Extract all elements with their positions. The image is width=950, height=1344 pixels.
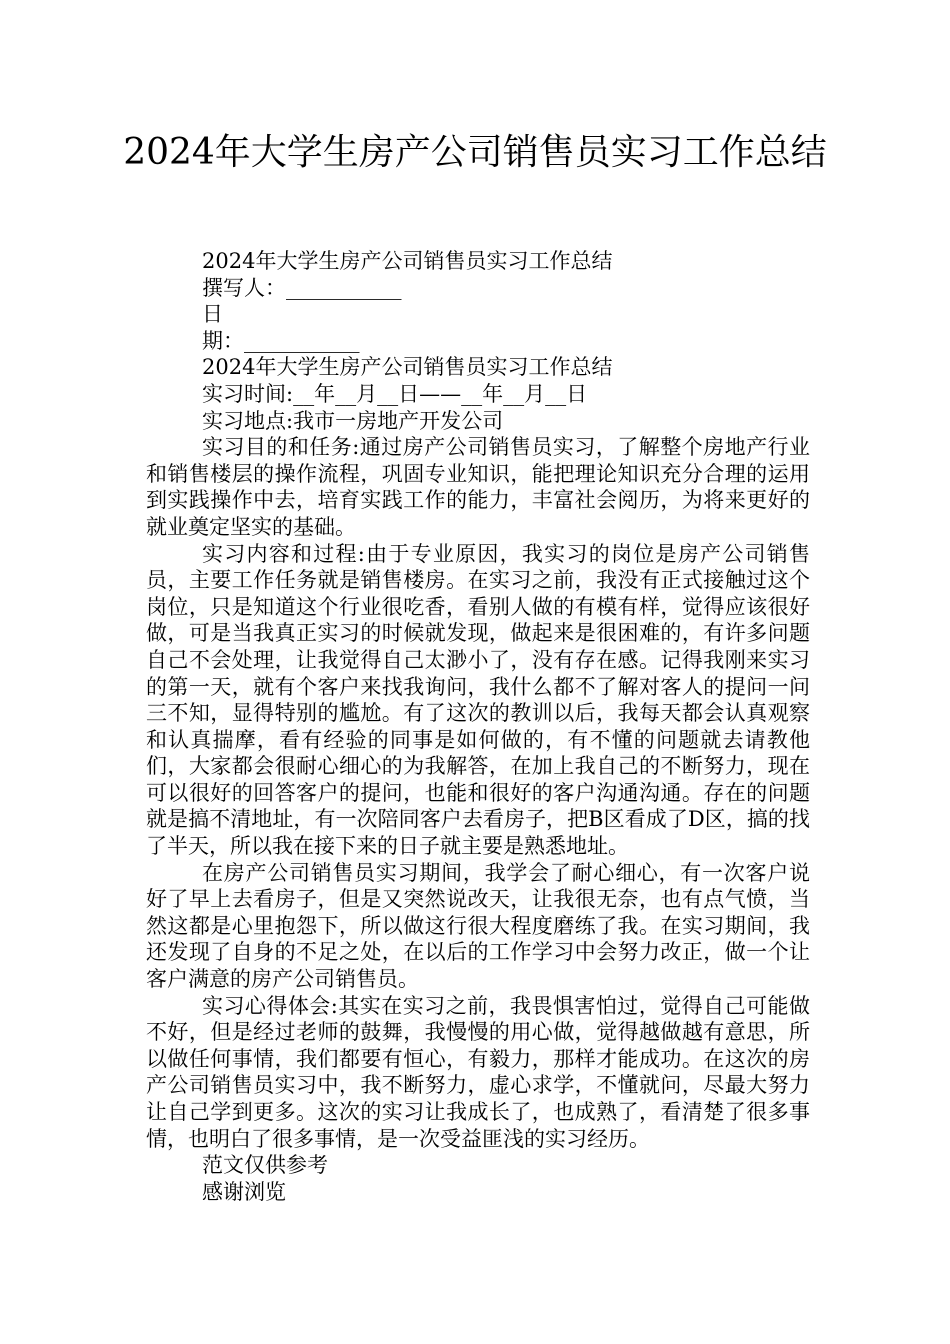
internship-time-line: 实习时间:__年__月__日——__年__月__日 [202,381,588,406]
paragraph-content: 实习内容和过程:由于专业原因，我实习的岗位是房产公司销售员，主要工作任务就是销售楼房。在实习之前，我没有正式接触过这个岗位，只是知道这个行业很吃香，看别人做的有模有样，觉得应该很好做，可是当我真正实习的时候就发现，做起来是很困难的，有许多问题自己不会处理，让我觉得自己太渺小了，没有存在感。记得我刚来实习的第一天，就有个客户来找我询问，我什么都不了解对客人的提问一问三不知，显得特别的尴尬。有了这次的教训以后，我每天都会认真观察和认真揣摩，看有经验的同事是如何做的，有不懂的问题就去请教他们，大家都会很耐心细心的为我解答，在加上我自己的不断努力，现在可以很好的回答客户的提问，也能和很好的客户沟通沟通。存在的问题就是搞不清地址，有一次陪同客户去看房子，把B区看成了D区，搞的找了半天，所以我在接下来的日子就主要是熟悉地址。 [146,541,810,859]
footer-note-thanks: 感谢浏览 [202,1179,286,1204]
header-subtitle: 2024年大学生房产公司销售员实习工作总结 [202,249,613,273]
paragraph-reflection: 实习心得体会:其实在实习之前，我畏惧害怕过，觉得自己可能做不好，但是经过老师的鼓舞，我慢慢的用心做，觉得越做越有意思，所以做任何事情，我们都要有恒心，有毅力，那样才能成功。在这次的房产公司销售员实习中，我不断努力，虚心求学，不懂就问，尽最大努力让自己学到更多。这次的实习让我成长了，也成熟了，看清楚了很多事情，也明白了很多事情，是一次受益匪浅的实习经历。 [146,993,810,1151]
document-body [146,248,810,1205]
internship-place-line: 实习地点:我市一房地产开发公司 [202,408,504,433]
paragraph-purpose: 实习目的和任务:通过房产公司销售员实习，了解整个房地产行业和销售楼层的操作流程，巩固专业知识，能把理论知识充分合理的运用到实践操作中去，培育实践工作的能力，丰富社会阅历，为将来更好的就业奠定坚实的基础。 [146,435,810,539]
date-line-1: 日 [202,302,223,327]
header-subtitle-repeat: 2024年大学生房产公司销售员实习工作总结 [202,355,613,380]
author-line: 撰写人：___________ [202,275,402,300]
date-line-2: 期：___________ [202,328,360,353]
document-title: 2024年大学生房产公司销售员实习工作总结 [123,132,827,173]
footer-note-reference: 范文仅供参考 [202,1153,328,1178]
paragraph-period: 在房产公司销售员实习期间，我学会了耐心细心，有一次客户说好了早上去看房子，但是又突然说改天，让我很无奈，也有点气愤，当然这都是心里抱怨下，所以做这行很大程度磨练了我。在实习期间，我还发现了自身的不足之处，在以后的工作学习中会努力改正，做一个让客户满意的房产公司销售员。 [146,860,810,992]
